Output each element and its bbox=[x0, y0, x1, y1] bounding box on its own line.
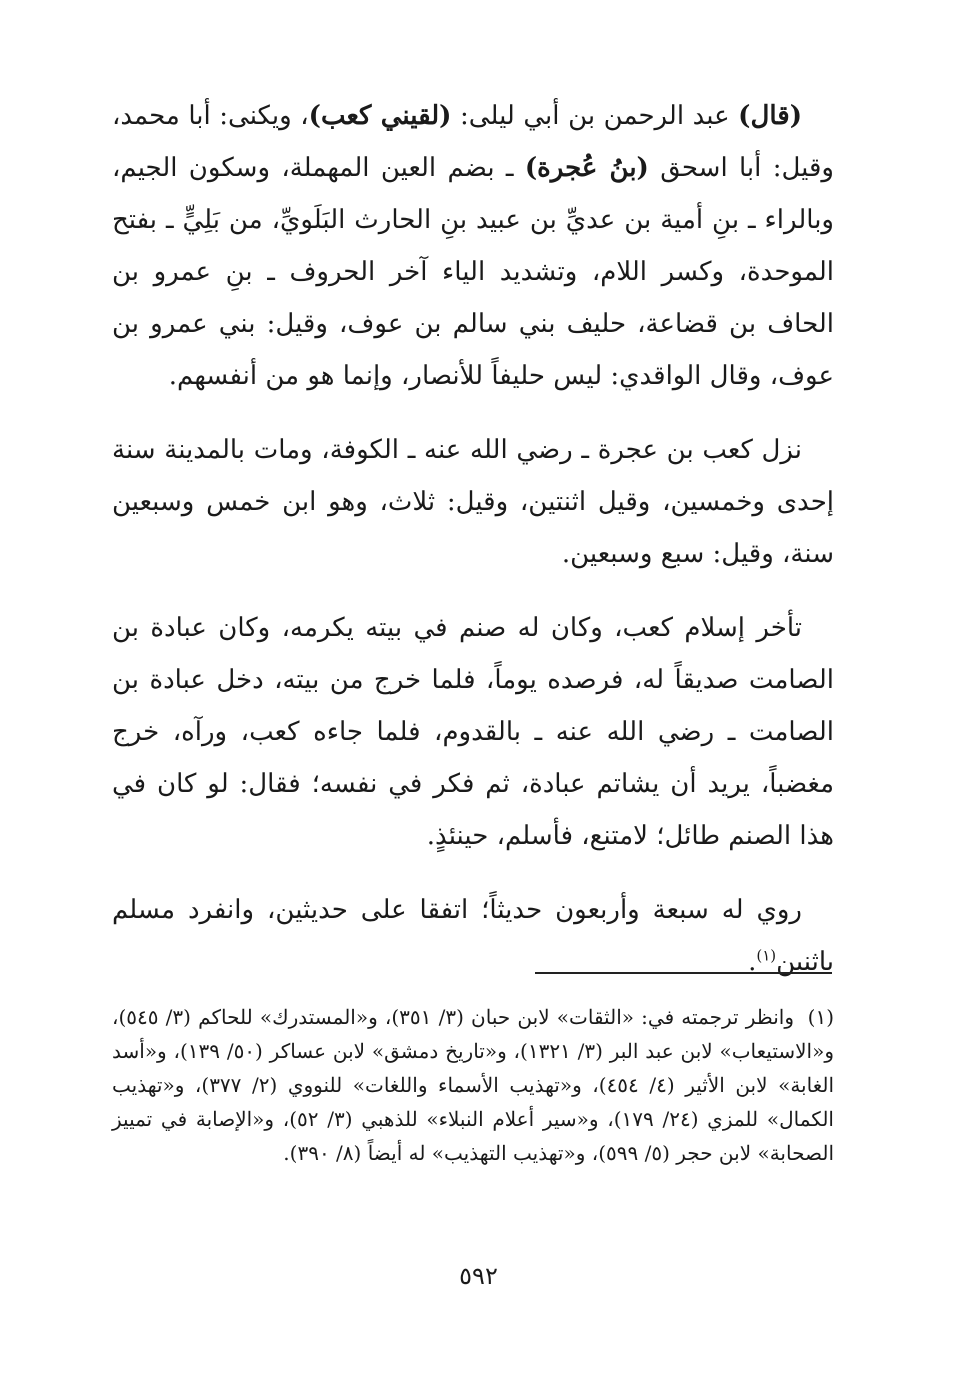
footnote-reference[interactable]: (١) bbox=[756, 946, 777, 965]
text-segment: (بنُ عُجرة) bbox=[524, 153, 649, 183]
text-segment: (لقيني كعب) bbox=[308, 101, 452, 131]
paragraph-text: نزل كعب بن عجرة ـ رضي الله عنه ـ الكوفة، ومات بالمدينة سنة إحدى وخمسين، وقيل اثنتين، وقيل: ثلاث، وهو ابن خمس وسبعين سنة، وقيل: سبع وسبعين. bbox=[112, 435, 834, 569]
paragraph-text: روي له سبعة وأربعون حديثاً؛ اتفقا على حديثين، وانفرد مسلم باثنين bbox=[112, 895, 834, 977]
paragraph-3 bbox=[112, 602, 834, 862]
paragraph-1 bbox=[112, 90, 834, 402]
paragraph-tail: . bbox=[748, 947, 757, 977]
paragraph-text: تأخر إسلام كعب، وكان له صنم في بيته يكرمه، وكان عبادة بن الصامت صديقاً له، فرصده يوماً، فلما خرج من بيته، دخل عبادة بن الصامت ـ رضي الله عنه ـ بالقدوم، فلما جاءه كعب، ورآه، خرج مغضباً، يريد أن يشاتم عبادة، ثم فكر في نفسه؛ فقال: لو كان في هذا الصنم طائل؛ لامتنع، فأسلم، حينئذٍ. bbox=[112, 613, 834, 851]
footnote-divider bbox=[535, 972, 832, 974]
footnote-number: (١) bbox=[807, 1005, 834, 1029]
text-segment: ، ويكنى: أبا محمد، وقيل: أبا اسحق bbox=[112, 101, 834, 183]
text-segment: ـ بضم العين المهملة، وسكون الجيم، وبالراء ـ بنِ أمية بن عديِّ بن عبيد بنِ الحارث البَلَويِّ، من بَلِيٍّ ـ بفتح الموحدة، وكسر اللام، وتشديد الياء آخر الحروف ـ بنِ عمرو بن الحاف بن قضاعة، حليف بني سالم بن عوف، وقيل: بني عمرو بن عوف، وقال الواقدي: ليس حليفاً للأنصار، وإنما هو من أنفسهم. bbox=[112, 153, 834, 391]
footnotes bbox=[112, 1000, 834, 1170]
footnote-item bbox=[112, 1000, 834, 1170]
paragraph-2 bbox=[112, 424, 834, 580]
text-segment: عبد الرحمن بن أبي ليلى: bbox=[451, 101, 739, 131]
page-number: ٥٩٢ bbox=[459, 1262, 498, 1290]
text-segment: (قال) bbox=[738, 101, 803, 131]
footnote-text: وانظر ترجمته في: «الثقات» لابن حبان (٣/ ٣٥١)، و«المستدرك» للحاكم (٣/ ٥٤٥)، و«الاستيعاب» لابن عبد البر (٣/ ١٣٢١)، و«تاريخ دمشق» لابن عساكر (٥٠/ ١٣٩)، و«أسد الغابة» لابن الأثير (٤/ ٤٥٤)، و«تهذيب الأسماء واللغات» للنووي (٢/ ٣٧٧)، و«تهذيب الكمال» للمزي (٢٤/ ١٧٩)، و«سير أعلام النبلاء» للذهبي (٣/ ٥٢)، و«الإصابة في تمييز الصحابة» لابن حجر (٥/ ٥٩٩)، و«تهذيب التهذيب» له أيضاً (٨/ ٣٩٠). bbox=[112, 1005, 834, 1165]
main-text bbox=[112, 90, 834, 1010]
